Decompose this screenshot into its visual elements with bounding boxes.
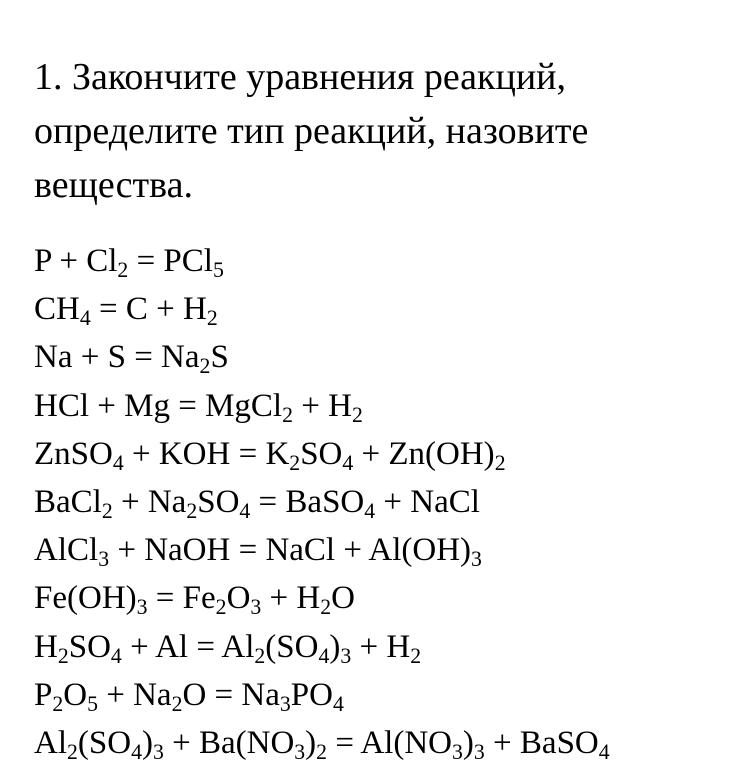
subscript: 3 — [250, 595, 262, 620]
equation-line — [34, 478, 750, 526]
formula-text: BaCl — [34, 483, 102, 520]
subscript: 2 — [215, 595, 227, 620]
equation-line — [34, 237, 750, 285]
subscript: 2 — [117, 258, 129, 283]
subscript: 2 — [410, 643, 422, 668]
subscript: 4 — [239, 499, 251, 524]
subscript: 2 — [186, 499, 198, 524]
formula-text: + Ba(NO — [163, 724, 295, 761]
formula-text: S — [210, 339, 229, 376]
formula-text: O — [226, 580, 251, 617]
formula-text: P + Cl — [34, 243, 118, 279]
subscript: 2 — [320, 595, 332, 620]
subscript: 3 — [294, 739, 306, 764]
formula-text: PO — [290, 676, 333, 713]
equation-line — [34, 430, 750, 478]
subscript: 4 — [318, 643, 330, 668]
subscript: 4 — [131, 739, 142, 764]
subscript: 3 — [279, 691, 291, 716]
subscript: 4 — [342, 450, 354, 475]
subscript: 3 — [152, 739, 164, 764]
formula-text: O = Na — [182, 676, 280, 713]
formula-text: O — [331, 580, 355, 617]
equation-line — [34, 574, 750, 622]
subscript: 3 — [136, 595, 148, 620]
subscript: 5 — [87, 691, 98, 716]
equation-line — [34, 333, 750, 381]
subscript: 4 — [332, 691, 344, 716]
subscript: 2 — [351, 402, 363, 427]
formula-text: + Na — [112, 483, 187, 520]
subscript: 4 — [364, 499, 376, 524]
task-number: 1. — [34, 56, 63, 98]
formula-text: SO — [197, 483, 240, 520]
formula-text: SO — [300, 435, 343, 472]
formula-text: ZnSO — [34, 435, 113, 472]
formula-text: SO — [68, 628, 111, 665]
subscript: 3 — [340, 643, 352, 668]
formula-text: Na + S = Na — [34, 339, 200, 376]
formula-text: Al — [34, 724, 67, 761]
formula-text: + NaCl — [375, 483, 480, 520]
formula-text: + H — [261, 580, 321, 617]
task-text: Закончите уравнения реакций, определите тип реакций, назовите вещества. — [34, 56, 589, 206]
subscript: 2 — [254, 643, 266, 668]
formula-text: + NaOH = NaCl + Al(OH) — [109, 532, 472, 569]
subscript: 2 — [52, 691, 64, 716]
formula-text: ) — [329, 628, 341, 665]
subscript: 3 — [473, 739, 485, 764]
subscript: 4 — [110, 643, 122, 668]
formula-text: = PCl — [128, 243, 213, 279]
subscript: 2 — [67, 739, 78, 764]
subscript: 2 — [282, 402, 293, 427]
formula-text: ) — [305, 724, 317, 761]
equation-line — [34, 623, 750, 671]
formula-text: = Al(NO — [327, 724, 453, 761]
formula-text: HCl + Mg = MgCl — [34, 387, 283, 424]
subscript: 2 — [171, 691, 183, 716]
formula-text: Fe(OH) — [34, 580, 137, 617]
formula-text: + H — [293, 387, 352, 424]
subscript: 2 — [57, 643, 69, 668]
formula-text: = C + H — [90, 291, 207, 328]
task-statement — [34, 50, 734, 212]
subscript: 5 — [212, 258, 224, 283]
formula-text: P — [34, 676, 53, 713]
formula-text: (SO — [265, 628, 319, 665]
equation-line — [34, 719, 750, 767]
formula-text: O — [63, 676, 88, 713]
equation-line — [34, 382, 750, 430]
subscript: 2 — [101, 499, 113, 524]
formula-text: (SO — [77, 724, 132, 761]
subscript: 2 — [206, 306, 218, 331]
subscript: 2 — [289, 450, 301, 475]
formula-text: + H — [351, 628, 411, 665]
equation-line — [34, 671, 750, 719]
formula-text: AlCl — [34, 532, 99, 569]
subscript: 2 — [316, 739, 328, 764]
formula-text: ) — [141, 724, 153, 761]
formula-text: H — [34, 628, 58, 665]
subscript: 3 — [98, 547, 110, 572]
equation-list — [34, 237, 750, 767]
formula-text: ) — [462, 724, 474, 761]
equation-line — [34, 285, 750, 333]
subscript: 3 — [471, 547, 482, 572]
formula-text: = BaSO — [250, 483, 365, 520]
formula-text: + Na — [97, 676, 172, 713]
subscript: 3 — [452, 739, 463, 764]
subscript: 4 — [598, 739, 610, 764]
subscript: 4 — [112, 450, 124, 475]
subscript: 2 — [199, 354, 211, 379]
equation-line — [34, 526, 750, 574]
formula-text: + KOH = K — [123, 435, 290, 472]
formula-text: CH — [34, 291, 80, 328]
formula-text: + Al = Al — [121, 628, 255, 665]
formula-text: = Fe — [147, 580, 216, 617]
subscript: 2 — [494, 450, 506, 475]
formula-text: + BaSO — [484, 724, 599, 761]
formula-text: + Zn(OH) — [353, 435, 495, 472]
subscript: 4 — [79, 306, 91, 331]
